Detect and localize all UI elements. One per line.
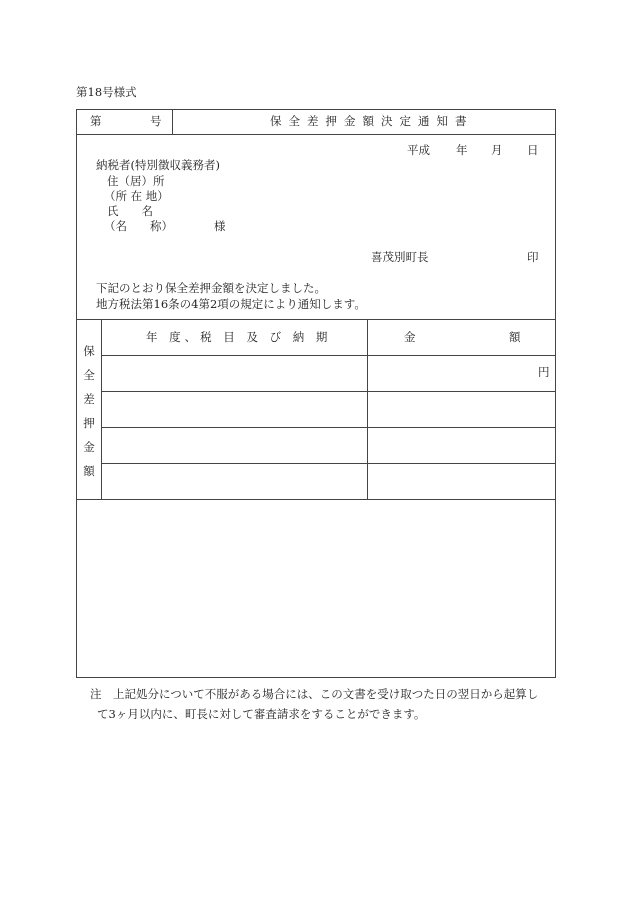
name-label: 氏 名 (107, 204, 153, 218)
form-number: 第18号様式 (76, 85, 137, 99)
yen-unit: 円 (538, 365, 550, 379)
table-row-line-3 (101, 463, 556, 464)
document-number-suffix: 号 (150, 114, 162, 128)
address-label: 住（居）所 (107, 174, 165, 188)
table-top-line (76, 319, 556, 320)
seal-mark: 印 (527, 250, 539, 264)
entity-name-label: （名 称） (104, 219, 173, 233)
side-label-char-6: 額 (83, 464, 95, 478)
side-label-char-2: 全 (83, 368, 95, 382)
note-mark: 注 (90, 687, 102, 701)
table-header-line (101, 355, 556, 356)
side-label-char-4: 押 (83, 416, 95, 430)
side-label-char-3: 差 (83, 392, 95, 406)
honorific: 様 (214, 219, 226, 233)
table-amount-column-line (367, 319, 368, 499)
column-header-fiscal-year: 年 度、税 目 及 び 納 期 (146, 330, 332, 344)
note-line-1: 上記処分について不服がある場合には、この文書を受け取つた日の翌日から起算し (113, 687, 539, 701)
table-row-line-2 (101, 427, 556, 428)
column-header-amount-left: 金 (404, 330, 416, 344)
body-line-2: 地方税法第16条の4第2項の規定により通知します。 (96, 297, 366, 311)
date-day: 日 (527, 143, 539, 157)
issuer-name: 喜茂別町長 (371, 250, 429, 264)
header-divider (76, 134, 556, 135)
date-era: 平成 (407, 143, 430, 157)
date-month: 月 (491, 143, 503, 157)
document-title: 保全差押金額決定通知書 (270, 114, 474, 128)
location-label: （所 在 地） (104, 189, 169, 203)
body-line-1: 下記のとおり保全差押金額を決定しました。 (96, 281, 326, 295)
document-number-prefix: 第 (90, 114, 102, 128)
side-label-char-1: 保 (83, 344, 95, 358)
table-row-line-1 (101, 391, 556, 392)
column-header-amount-right: 額 (509, 330, 521, 344)
side-label-char-5: 金 (83, 440, 95, 454)
taxpayer-label: 納税者(特別徴収義務者) (96, 158, 220, 172)
table-side-column-line (101, 319, 102, 499)
note-line-2: て3ヶ月以内に、町長に対して審査請求をすることができます。 (97, 707, 426, 721)
header-split (172, 109, 173, 134)
date-year: 年 (456, 143, 468, 157)
table-bottom-line (76, 499, 556, 500)
